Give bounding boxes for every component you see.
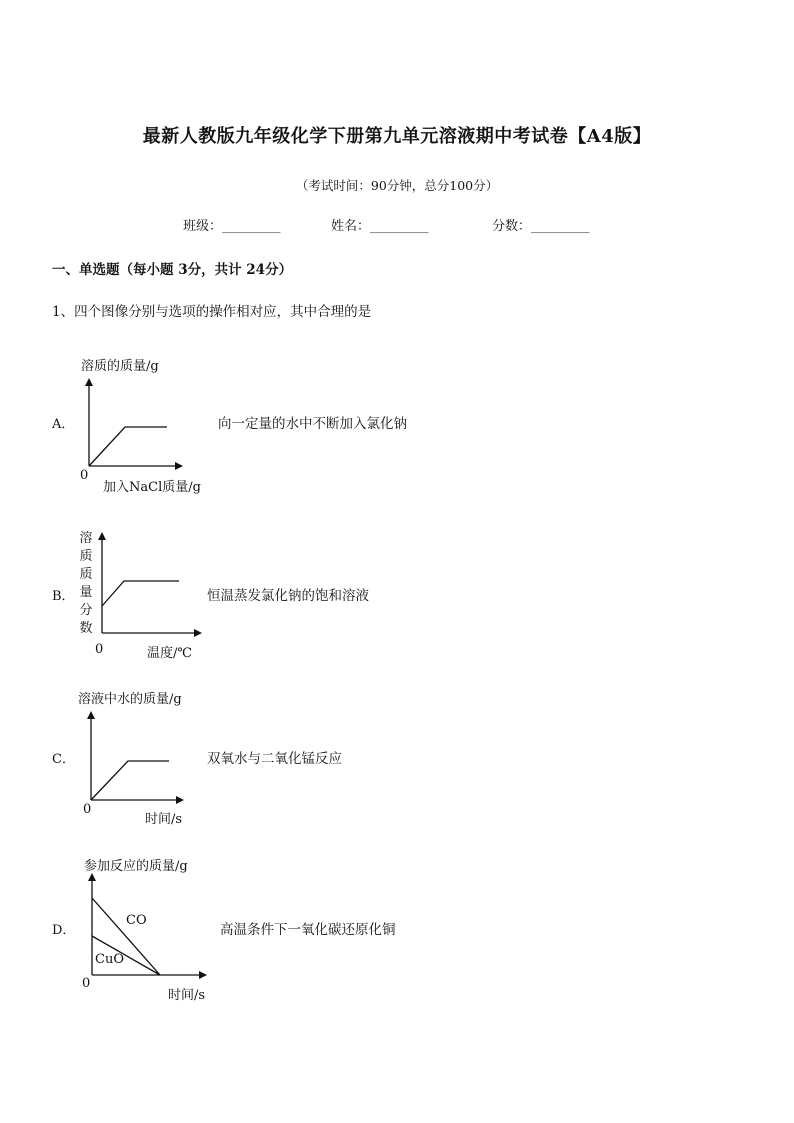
option-b-graph	[96, 530, 206, 640]
option-d-origin-label: 0	[82, 976, 91, 991]
name-label: 姓名：	[331, 219, 371, 234]
option-b-y-char: 数	[79, 621, 93, 636]
section-heading: 一、单选题（每小题 3分，共计 24分）	[52, 262, 293, 278]
option-b-curve	[102, 581, 179, 606]
option-a-letter: A．	[52, 417, 75, 432]
option-b-x-axis-label: 温度/℃	[147, 646, 192, 661]
option-b-y-char: 溶	[79, 531, 93, 546]
option-c-curve	[91, 761, 169, 800]
option-c-x-axis-label: 时间/s	[145, 812, 183, 827]
exam-subtitle: （考试时间：90分钟，总分100分）	[295, 178, 499, 193]
option-c-description: 双氧水与二氧化锰反应	[207, 751, 342, 767]
option-a-x-axis-label: 加入NaCl质量/g	[103, 480, 201, 495]
option-b-letter: B．	[52, 589, 75, 604]
option-c-letter: C．	[52, 752, 75, 767]
option-b-y-axis-label	[78, 530, 94, 638]
option-a-description: 向一定量的水中不断加入氯化钠	[218, 416, 407, 432]
name-field	[331, 215, 429, 234]
option-a-y-axis-label: 溶质的质量/g	[81, 359, 159, 374]
question-text: 1、四个图像分别与选项的操作相对应，其中合理的是	[52, 304, 372, 320]
score-blank: _________	[531, 219, 590, 234]
option-a-graph	[80, 376, 190, 476]
option-d-y-axis-label: 参加反应的质量/g	[84, 859, 188, 874]
option-d-x-axis-label: 时间/s	[168, 988, 206, 1003]
option-a-curve	[89, 427, 167, 466]
page-title: 最新人教版九年级化学下册第九单元溶液期中考试卷【A4版】	[142, 126, 652, 147]
name-blank: _________	[370, 219, 429, 234]
option-b-y-char: 量	[79, 585, 93, 600]
option-b-y-char: 分	[79, 603, 93, 618]
option-c-origin-label: 0	[83, 802, 92, 817]
class-label: 班级：	[183, 219, 223, 234]
option-d-letter: D．	[52, 923, 76, 938]
class-blank: _________	[222, 219, 281, 234]
score-label: 分数：	[492, 219, 532, 234]
option-b-origin-label: 0	[95, 642, 104, 657]
option-c-y-axis-label: 溶液中水的质量/g	[78, 692, 182, 707]
option-b-y-char: 质	[79, 549, 93, 564]
option-b-description: 恒温蒸发氯化钠的饱和溶液	[207, 588, 369, 604]
option-d-description: 高温条件下一氧化碳还原化铜	[220, 922, 396, 938]
option-d-co-label: CO	[126, 913, 147, 928]
class-field	[183, 215, 281, 234]
option-c-graph	[82, 709, 192, 809]
score-field	[492, 215, 590, 234]
option-d-cuo-label: CuO	[95, 952, 124, 967]
option-b-y-char: 质	[79, 567, 93, 582]
option-a-origin-label: 0	[80, 468, 89, 483]
